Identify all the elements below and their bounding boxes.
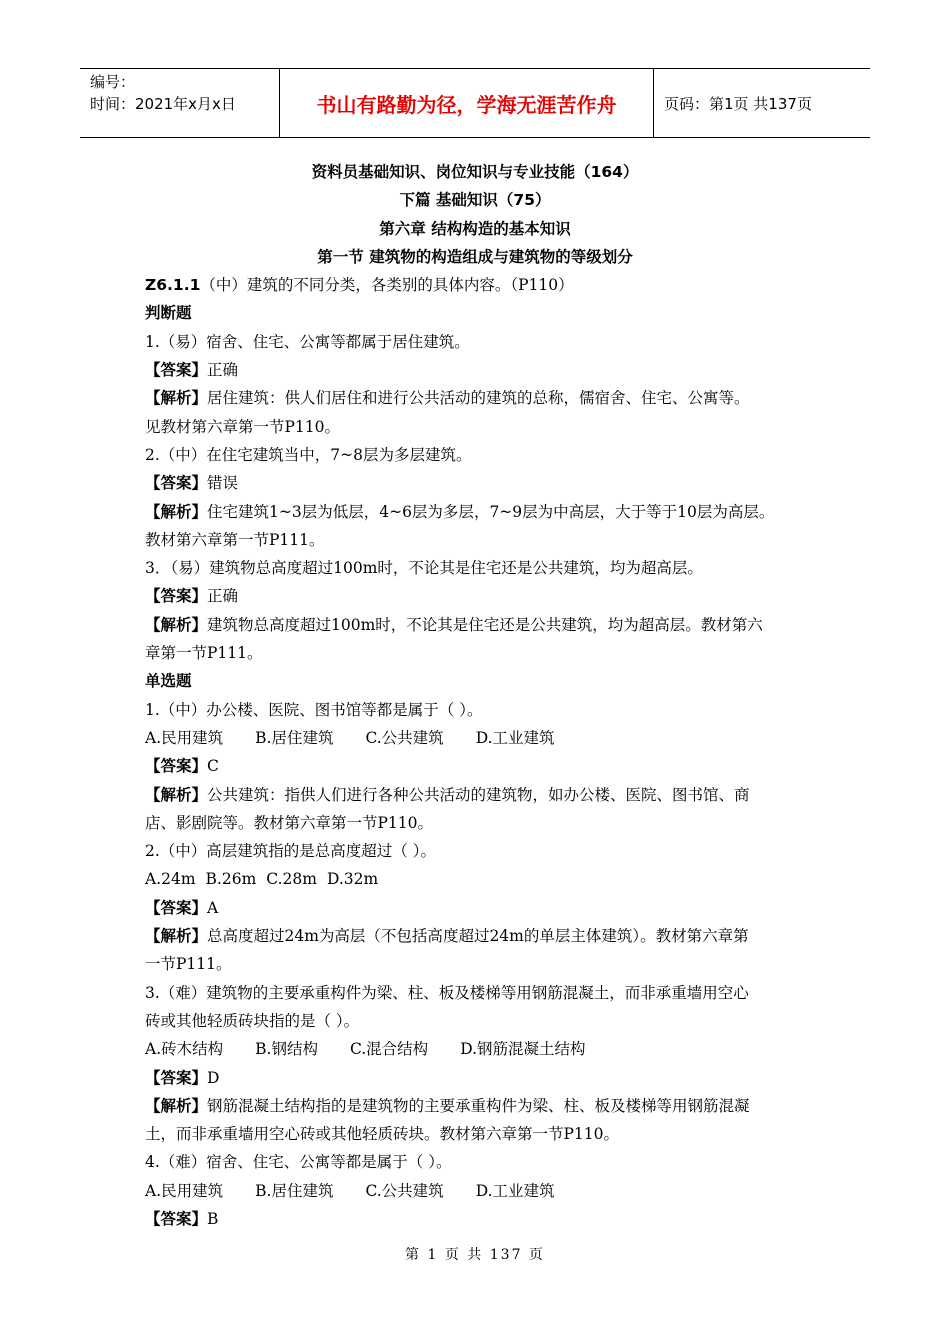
tf-question-2: 2.（中）在住宅建筑当中，7~8层为多层建筑。 [145, 445, 472, 464]
option-b: B.居住建筑 [255, 1181, 334, 1200]
answer-label: 【答案】 [145, 757, 208, 776]
explain-label: 【解析】 [145, 389, 208, 408]
mc-options-3 [145, 1035, 825, 1063]
mc-question-3-cont: 砖或其他轻质砖块指的是（ ）。 [145, 1011, 360, 1030]
tf-explain-2 [145, 498, 825, 526]
answer-label: 【答案】 [145, 361, 208, 380]
option-c: C.28m [266, 870, 317, 889]
page-header [80, 68, 870, 138]
option-a: A.民用建筑 [145, 728, 224, 747]
mc-explain-1 [145, 781, 825, 809]
option-c: C.公共建筑 [365, 728, 444, 747]
option-a: A.24m [145, 870, 196, 889]
explain-label: 【解析】 [145, 927, 208, 946]
mc-explain-1-cont: 店、影剧院等。教材第六章第一节P110。 [145, 813, 434, 832]
answer-value: 正确 [207, 361, 239, 380]
tf-explain-3 [145, 611, 825, 639]
title-part: 下篇 基础知识（75） [399, 191, 551, 210]
tf-heading: 判断题 [145, 304, 192, 323]
option-d: D.32m [326, 870, 379, 889]
mc-question-4: 4.（难）宿舍、住宅、公寓等都是属于（ ）。 [145, 1153, 452, 1172]
mc-answer-2 [145, 894, 825, 922]
explain-text: 建筑物总高度超过100m时，不论其是住宅还是公共建筑，均为超高层。教材第六 [207, 615, 763, 634]
option-d: D.钢筋混凝土结构 [460, 1040, 586, 1059]
mc-answer-4 [145, 1205, 825, 1233]
tf-explain-1 [145, 384, 825, 412]
mc-options-4 [145, 1177, 825, 1205]
tf-question-1: 1.（易）宿舍、住宅、公寓等都属于居住建筑。 [145, 332, 470, 351]
option-a: A.砖木结构 [145, 1040, 224, 1059]
option-c: C.混合结构 [349, 1040, 429, 1059]
answer-value: 错误 [207, 474, 239, 493]
tf-explain-2-cont: 教材第六章第一节P111。 [145, 530, 325, 549]
title-main: 资料员基础知识、岗位知识与专业技能（164） [311, 163, 639, 181]
tf-question-3: 3．（易）建筑物总高度超过100m时，不论其是住宅还是公共建筑，均为超高层。 [145, 559, 703, 578]
answer-value: B [207, 1209, 219, 1228]
mc-explain-2 [145, 922, 825, 950]
tf-answer-2 [145, 469, 825, 497]
answer-value: 正确 [207, 587, 239, 606]
option-d: D.工业建筑 [475, 728, 555, 747]
explain-label: 【解析】 [145, 615, 208, 634]
time-label: 时间：2021年x月x日 [90, 95, 236, 113]
answer-label: 【答案】 [145, 587, 208, 606]
mc-question-3: 3.（难）建筑物的主要承重构件为梁、柱、板及楼梯等用钢筋混凝土，而非承重墙用空心 [145, 983, 749, 1002]
tf-explain-1-cont: 见教材第六章第一节P110。 [145, 417, 341, 436]
intro-code: Z6.1.1 [145, 276, 201, 295]
answer-value: C [207, 757, 219, 776]
tf-explain-3-cont: 章第一节P111。 [145, 644, 263, 663]
header-meta [80, 69, 280, 137]
explain-text: 钢筋混凝土结构指的是建筑物的主要承重构件为梁、柱、板及楼梯等用钢筋混凝 [207, 1096, 750, 1115]
option-d: D.工业建筑 [475, 1181, 555, 1200]
option-a: A.民用建筑 [145, 1181, 224, 1200]
explain-text: 居住建筑：供人们居住和进行公共活动的建筑的总称，儒宿舍、住宅、公寓等。 [207, 389, 750, 408]
explain-text: 公共建筑：指供人们进行各种公共活动的建筑物，如办公楼、医院、图书馆、商 [207, 785, 750, 804]
explain-label: 【解析】 [145, 502, 208, 521]
document-body [145, 158, 825, 1233]
mc-question-2: 2.（中）高层建筑指的是总高度超过（ ）。 [145, 842, 436, 861]
mc-answer-1 [145, 752, 825, 780]
option-b: B.钢结构 [255, 1040, 318, 1059]
explain-text: 总高度超过24m为高层（不包括高度超过24m的单层主体建筑）。教材第六章第 [207, 927, 749, 946]
answer-value: D [207, 1068, 220, 1087]
mc-question-1: 1.（中）办公楼、医院、图书馆等都是属于（ ）。 [145, 700, 483, 719]
page-footer: 第 1 页 共 137 页 [405, 1247, 545, 1263]
explain-text: 住宅建筑1~3层为低层，4~6层为多层，7~9层为中高层，大于等于10层为高层。 [207, 502, 775, 521]
mc-answer-3 [145, 1064, 825, 1092]
answer-label: 【答案】 [145, 1209, 208, 1228]
intro-text: （中）建筑的不同分类，各类别的具体内容。（P110） [200, 276, 574, 295]
answer-label: 【答案】 [145, 1068, 208, 1087]
header-motto: 书山有路勤为径，学海无涯苦作舟 [280, 69, 654, 137]
mc-explain-3-cont: 土，而非承重墙用空心砖或其他轻质砖块。教材第六章第一节P110。 [145, 1125, 620, 1144]
mc-options-2 [145, 865, 825, 893]
tf-answer-3 [145, 582, 825, 610]
mc-options-1 [145, 724, 825, 752]
option-c: C.公共建筑 [365, 1181, 444, 1200]
title-section: 第一节 建筑物的构造组成与建筑物的等级划分 [317, 247, 633, 266]
explain-label: 【解析】 [145, 1096, 208, 1115]
option-b: B.居住建筑 [255, 728, 334, 747]
title-chapter: 第六章 结构构造的基本知识 [379, 219, 571, 238]
mc-explain-2-cont: 一节P111。 [145, 955, 232, 974]
answer-label: 【答案】 [145, 474, 208, 493]
header-page-info: 页码：第1页 共137页 [664, 94, 812, 113]
explain-label: 【解析】 [145, 785, 208, 804]
tf-answer-1 [145, 356, 825, 384]
answer-value: A [207, 898, 219, 917]
intro-line [145, 271, 825, 299]
option-b: B.26m [205, 870, 257, 889]
mc-heading: 单选题 [145, 672, 192, 691]
mc-explain-3 [145, 1092, 825, 1120]
answer-label: 【答案】 [145, 898, 208, 917]
number-label: 编号： [90, 73, 136, 91]
